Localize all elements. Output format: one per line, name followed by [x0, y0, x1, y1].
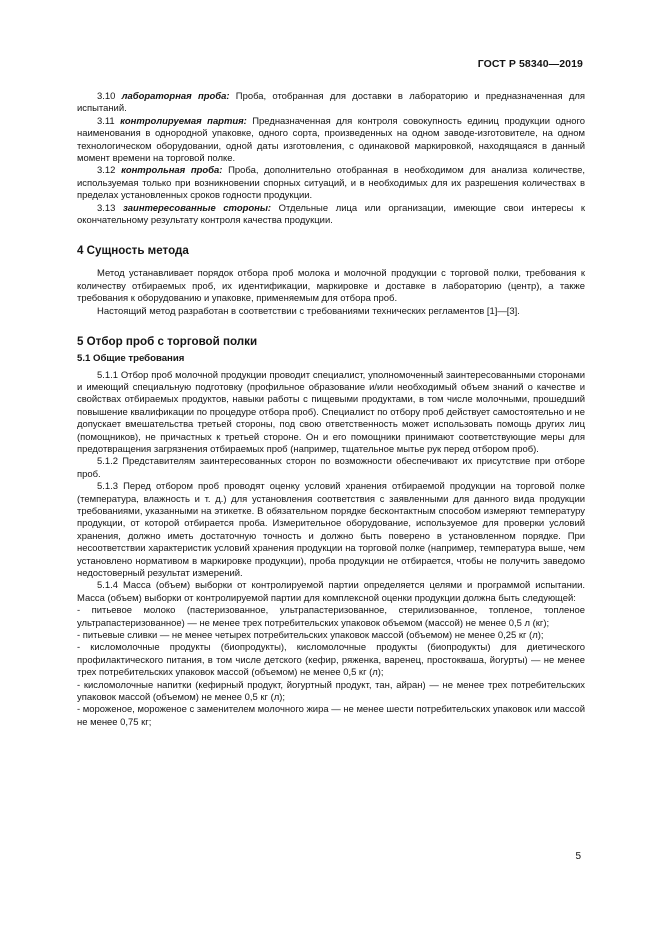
term-definition: Проба, отобранная для доставки в лабораторию и предназначенная для испытаний.	[77, 91, 585, 115]
term-3-10	[77, 91, 585, 116]
list-item: - кисломолочные продукты (биопродукты), кисломолочные продукты (биопродукты) для диетического профилактического питания, в том числе детского (кефир, ряженка, варенец, простокваша, йогурты) — не менее трех потребительских упаковок массой (объемом) не менее 0,5 кг (л);	[77, 642, 585, 679]
list-item: - кисломолочные напитки (кефирный продукт, йогуртный продукт, тан, айран) — не менее трех потребительских упаковок массой (объемом) не менее 0,5 кг (л);	[77, 679, 585, 704]
term-number: 3.12	[97, 165, 116, 177]
list-item: - питьевое молоко (пастеризованное, ультрапастеризованное, стерилизованное, топленое, топленое ультрапастеризованное) — не менее трех потребительских упаковок объемом (массой) не менее 0,5 л (кг);	[77, 605, 585, 629]
term-number: 3.10	[97, 91, 116, 102]
term-name: заинтересованные стороны:	[122, 202, 272, 214]
paragraph: 5.1.1 Отбор проб молочной продукции проводит специалист, уполномоченный заинтересованными сторонами и имеющий специальную подготовку (профильное образование и/или необходимый объем знаний о качестве и свойствах отбираемых продуктов, навыки работы с пищевыми продуктами, в том числе молочными, прошедший повышение квалификации по процедуре отбора проб). Специалист по отбору проб действует самостоятельно и не допускает вмешательства третьей стороны, под свою ответственность может использовать помощь других лиц (помощников), не причастных к третьей стороне. Он и его помощники принимают соответствующие меры для предотвращения загрязнения отбираемых проб (например, тщательное мытье рук перед отбором проб).	[77, 369, 585, 455]
term-3-11	[77, 116, 585, 166]
term-name: контрольная проба:	[121, 165, 223, 177]
document-code: ГОСТ Р 58340—2019	[477, 58, 583, 70]
term-name: контролируемая партия:	[120, 115, 247, 127]
term-3-13	[77, 203, 585, 228]
term-name: лабораторная проба:	[121, 91, 230, 102]
paragraph: 5.1.2 Представителям заинтересованных сторон по возможности обеспечивают их присутствие при отборе проб.	[77, 456, 585, 480]
term-number: 3.13	[97, 202, 116, 214]
subsection-5-1-heading: 5.1 Общие требования	[77, 353, 185, 365]
section-5-heading: 5 Отбор проб с торговой полки	[77, 335, 258, 349]
section-4-heading: 4 Сущность метода	[77, 244, 189, 258]
term-definition: Отдельные лица или организации, имеющие свои интересы к окончательному результату контроля качества продукции.	[77, 202, 586, 227]
list-item: - мороженое, мороженое с заменителем молочного жира — не менее шести потребительских упаковок или массой не менее 0,75 кг;	[77, 704, 585, 728]
term-definition: Предназначенная для контроля совокупность единиц продукции одного наименования в однородной упаковке, одного сорта, произведенных на одном заводе-изготовителе, на одном технологическом оборудовании, одной даты изготовления, с одинаковой маркировкой, находящаяся в данный момент времени на торговой полке.	[77, 115, 586, 165]
paragraph: 5.1.3 Перед отбором проб проводят оценку условий хранения отбираемой продукции на торговой полке (температура, влажность и т. д.) для установления соответствия с заявленными для данного вида продукции требованиями, указанными на этикетке. В обязательном порядке бесконтактным способом измеряют температуру продукции, от которой отбирается проба. Измерительное оборудование, используемое для проверки условий хранения, должно иметь достаточную точность и должно быть поверено в установленном порядке. При несоответствии характеристик условий хранения продукции на торговой полке (например, температура выше, чем установлено нормативом в маркировке продукции), проба продукции не отбирается, чтобы не получить заведомо недостоверный результат измерений.	[77, 481, 585, 579]
page-content	[77, 91, 585, 729]
paragraph: Метод устанавливает порядок отбора проб молока и молочной продукции с торговой полки, требования к количеству отбираемых проб, их идентификации, маркировке и доставке в лабораторию (центр), а также требования к оборудованию и упаковке, применяемым для отбора проб.	[77, 268, 585, 305]
list-item: - питьевые сливки — не менее четырех потребительских упаковок массой (объемом) не менее 0,25 кг (л);	[77, 630, 544, 642]
term-number: 3.11	[97, 115, 115, 127]
paragraph: Настоящий метод разработан в соответствии с требованиями технических регламентов [1]—[3].	[97, 305, 520, 317]
term-3-12	[77, 165, 585, 202]
term-definition: Проба, дополнительно отобранная в необходимом для анализа количестве, используемая только при возникновении спорных ситуаций, и в необходимых для их разрешения количествах в пределах установленных сроков годности продукции.	[77, 165, 585, 202]
page-number: 5	[575, 851, 581, 862]
paragraph: 5.1.4 Масса (объем) выборки от контролируемой партии определяется целями и программой испытании. Масса (объем) выборки от контролируемой партии для комплексной оценки продукции должна быть следующей:	[77, 580, 585, 604]
